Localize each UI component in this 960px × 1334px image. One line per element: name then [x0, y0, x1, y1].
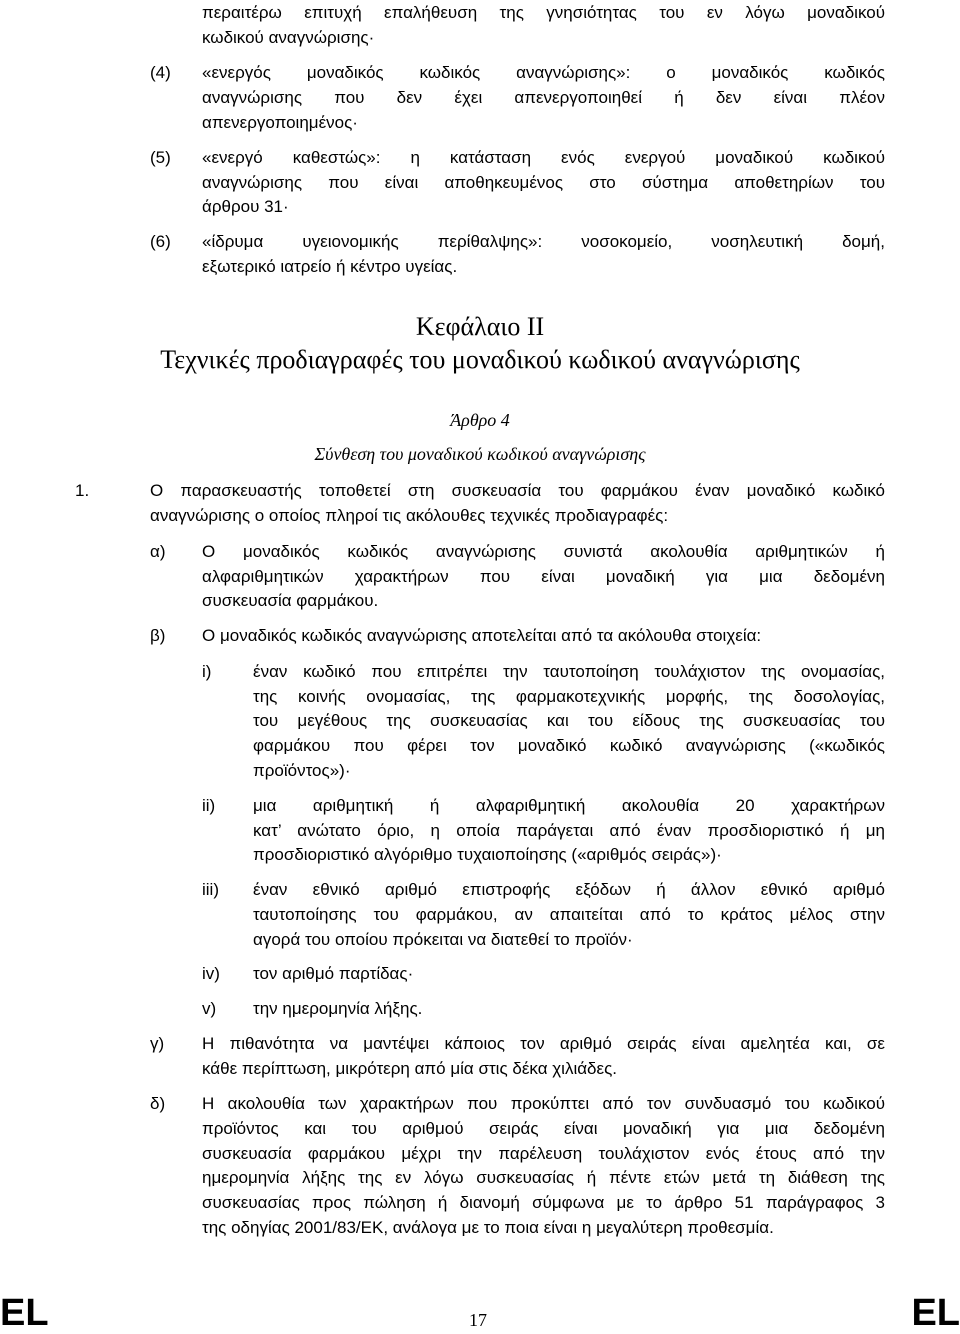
paragraph-line: μια αριθμητική ή αλφαριθμητική ακολουθία 20 χαρακτήρων	[253, 796, 885, 815]
paragraph-line: Ο μοναδικός κωδικός αναγνώρισης αποτελείται από τα ακόλουθα στοιχεία:	[202, 626, 762, 645]
language-code-right: EL	[911, 1292, 960, 1334]
chapter-title: Τεχνικές προδιαγραφές του μοναδικού κωδικού αναγνώρισης	[160, 345, 800, 374]
list-number: 1.	[75, 481, 90, 500]
paragraph-line: συσκευασία φαρμάκου μέχρι την παρέλευση τουλάχιστον ενός έτους από την	[202, 1144, 885, 1163]
paragraph-line: αναγνώρισης που δεν έχει απενεργοποιηθεί ή δεν είναι πλέον	[202, 88, 885, 107]
list-letter: α)	[150, 542, 166, 561]
list-number: (6)	[150, 232, 171, 251]
paragraph-line: Η ακολουθία των χαρακτήρων που προκύπτει από τον συνδυασμό του κωδικού	[202, 1094, 885, 1113]
chapter-heading: Κεφάλαιο II	[415, 312, 545, 341]
paragraph-line: έναν κωδικό που επιτρέπει την ταυτοποίηση τουλάχιστον της ονομασίας,	[253, 662, 885, 681]
paragraph-line: Ο μοναδικός κωδικός αναγνώρισης συνιστά ακολουθία αριθμητικών ή	[202, 542, 885, 561]
list-roman: v)	[202, 999, 217, 1018]
paragraph-line: του μεγέθους της συσκευασίας και του είδους της συσκευασίας του	[253, 711, 885, 730]
paragraph-line: αναγνώρισης ο οποίος πληροί τις ακόλουθες τεχνικές προδιαγραφές:	[150, 506, 669, 525]
paragraph-line: ημερομηνία λήξης της εν λόγω συσκευασίας ή πέντε ετών μετά τη διάθεση της	[202, 1168, 885, 1187]
paragraph-line: φαρμάκου που φέρει τον μοναδικό κωδικό αναγνώρισης («κωδικός	[253, 736, 885, 755]
list-number: (4)	[150, 63, 171, 82]
list-roman: i)	[202, 662, 212, 681]
paragraph-line: της οδηγίας 2001/83/ΕΚ, ανάλογα με το ποια είναι η μεγαλύτερη προθεσμία.	[202, 1218, 774, 1237]
paragraph-line: προϊόντος»)·	[253, 761, 351, 780]
paragraph-line: προϊόντος και του αριθμού σειράς είναι μοναδική για μια δεδομένη	[202, 1119, 885, 1138]
list-roman: iv)	[202, 964, 220, 983]
list-letter: β)	[150, 626, 166, 645]
paragraph-line: κάθε περίπτωση, μικρότερη από μία στις δέκα χιλιάδες.	[202, 1059, 618, 1078]
list-number: (5)	[150, 148, 171, 167]
paragraph-line: Η πιθανότητα να μαντέψει κάποιος τον αριθμό σειράς είναι αμελητέα και, σε	[202, 1034, 885, 1053]
paragraph-line: έναν εθνικό αριθμό επιστροφής εξόδων ή άλλον εθνικό αριθμό	[253, 880, 885, 899]
paragraph-line: εξωτερικό ιατρείο ή κέντρο υγείας.	[202, 257, 458, 276]
list-letter: δ)	[150, 1094, 166, 1113]
paragraph-line: συσκευασία φαρμάκου.	[202, 591, 379, 610]
paragraph-line: αλφαριθμητικών χαρακτήρων που είναι μοναδική για μια δεδομένη	[202, 567, 885, 586]
article-heading: Άρθρο 4	[450, 410, 510, 430]
paragraph-line: της κοινής ονομασίας, της φαρμακοτεχνικής μορφής, της δοσολογίας,	[253, 687, 885, 706]
list-roman: iii)	[202, 880, 219, 899]
paragraph-line: τον αριθμό παρτίδας·	[253, 964, 414, 983]
paragraph-line: απενεργοποιημένος·	[202, 113, 358, 132]
paragraph-line: άρθρου 31·	[202, 197, 289, 216]
language-code-left: EL	[0, 1292, 49, 1334]
paragraph-line: αγορά του οποίου πρόκειται να διατεθεί το προϊόν·	[253, 930, 633, 949]
paragraph-line: κωδικού αναγνώρισης·	[202, 28, 375, 47]
paragraph-line: την ημερομηνία λήξης.	[253, 999, 423, 1018]
paragraph-line: ταυτοποίησης του φαρμάκου, αν απαιτείται από το κράτος μέλος στην	[253, 905, 885, 924]
paragraph-line: «ενεργό καθεστώς»: η κατάσταση ενός ενεργού μοναδικού κωδικού	[202, 148, 885, 167]
paragraph-line: αναγνώρισης που είναι αποθηκευμένος στο σύστημα αποθετηρίων του	[202, 173, 885, 192]
list-letter: γ)	[150, 1034, 165, 1053]
paragraph-line: περαιτέρω επιτυχή επαλήθευση της γνησιότητας του εν λόγω μοναδικού	[202, 3, 885, 22]
paragraph-line: «ίδρυμα υγειονομικής περίθαλψης»: νοσοκομείο, νοσηλευτική δομή,	[202, 232, 885, 251]
paragraph-line: κατ’ ανώτατο όριο, η οποία παράγεται από έναν προσδιοριστικό ή μη	[253, 821, 885, 840]
list-roman: ii)	[202, 796, 216, 815]
article-title: Σύνθεση του μοναδικού κωδικού αναγνώρισης	[314, 444, 646, 464]
paragraph-line: συσκευασίας προς πώληση ή διανομή σύμφωνα με το άρθρο 51 παράγραφος 3	[202, 1193, 885, 1212]
paragraph-line: Ο παρασκευαστής τοποθετεί στη συσκευασία του φαρμάκου έναν μοναδικό κωδικό	[150, 481, 885, 500]
paragraph-line: προσδιοριστικό αλγόριθμο τυχαιοποίησης («αριθμός σειράς»)·	[253, 845, 722, 864]
paragraph-line: «ενεργός μοναδικός κωδικός αναγνώρισης»: ο μοναδικός κωδικός	[202, 63, 885, 82]
page-number: 17	[469, 1310, 487, 1330]
